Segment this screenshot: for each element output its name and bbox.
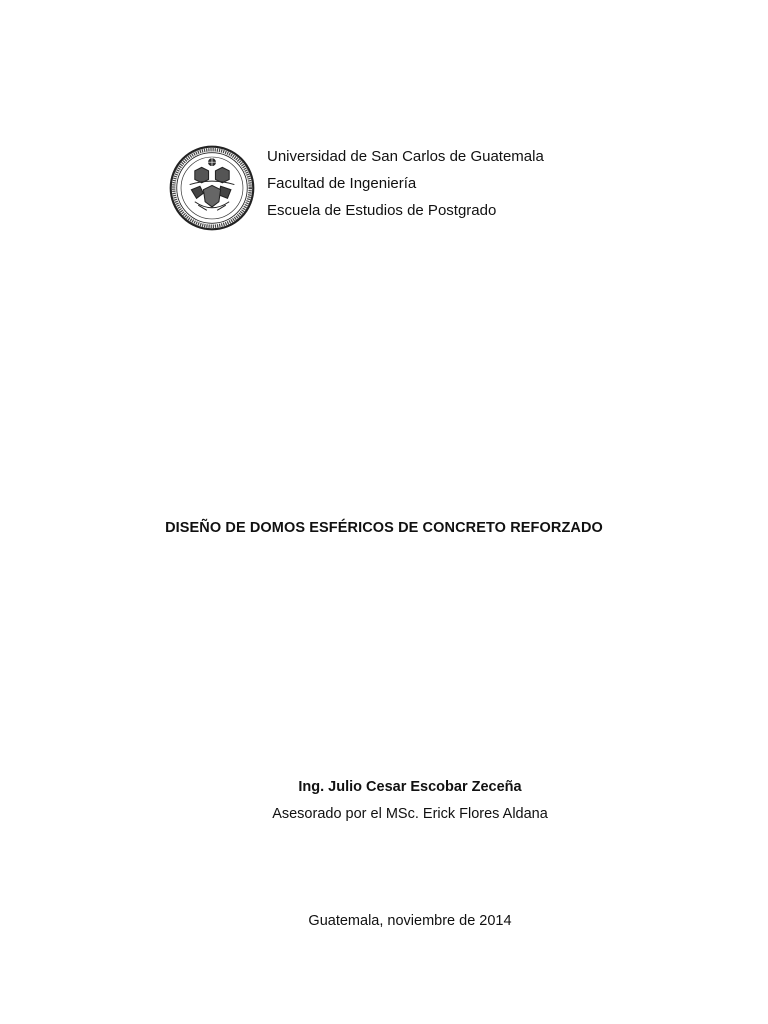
university-seal-icon bbox=[169, 145, 255, 231]
place-date: Guatemala, noviembre de 2014 bbox=[308, 913, 512, 929]
advisor-line: Asesorado por el MSc. Erick Flores Aldana bbox=[272, 806, 548, 822]
university-name: Universidad de San Carlos de Guatemala bbox=[267, 148, 544, 165]
author-name: Ing. Julio Cesar Escobar Zeceña bbox=[298, 779, 522, 795]
institution-header bbox=[267, 143, 544, 224]
document-title: DISEÑO DE DOMOS ESFÉRICOS DE CONCRETO REFORZADO bbox=[165, 520, 603, 536]
faculty-name: Facultad de Ingeniería bbox=[267, 175, 417, 192]
school-name: Escuela de Estudios de Postgrado bbox=[267, 202, 497, 219]
